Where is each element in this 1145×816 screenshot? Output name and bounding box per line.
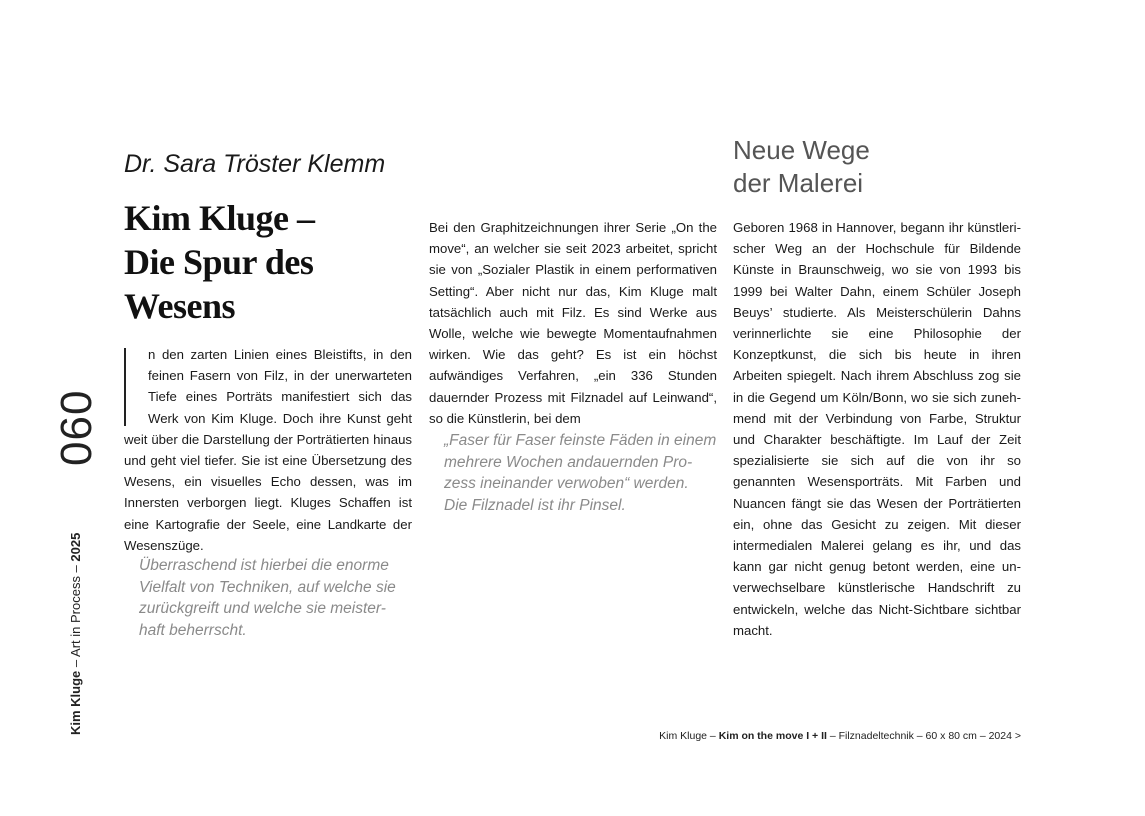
caption-work-title: Kim on the move I + II: [718, 730, 827, 742]
initial-bar: [124, 348, 136, 426]
image-caption: [659, 730, 1021, 742]
body-column-1-text: n den zarten Linien eines Bleistifts, in den feinen Fasern von Filz, in der unerwarteten Tiefe eines Porträts manifestiert sich das Werk von Kim Kluge. Doch ihre Kunst geht weit über die Darstellung der Porträtierten hinaus und geht viel tiefer. Sie ist eine Übersetzung des Wesens, ein visuelles Echo dessen, was im Innersten verborgen liegt. Kluges Schaffen ist eine Kartografie der Seele, eine Landkarte der Wesenszüge.: [124, 347, 412, 553]
running-title-year: 2025: [68, 532, 83, 562]
section-title-line: der Malerei: [733, 168, 864, 198]
pull-quote-line: haft beherrscht.: [139, 621, 247, 639]
article-author: Dr. Sara Tröster Klemm: [124, 150, 386, 178]
caption-details: – Filznadeltechnik – 60 x 80 cm – 2024 >: [826, 730, 1021, 742]
body-column-3: Geboren 1968 in Hannover, begann ihr künstlerischer Weg an der Hochschule für Bildende Künste in Braunschweig, wo sie von 1993 bis 1999 bei Walter Dahn, einem Schüler Joseph Beuys’ studierte. Als Meisterschülerin Dahns verinnerlichte sie eine Philosophie der Konzeptkunst, die sich bis heute in ihren Arbeiten spiegelt. Nach ihrem Abschluss zog sie in die Gegend um Köln/Bonn, wo sie sich zunehmend mit der Verbindung von Farbe, Struktur und Charakter beschäftigte. Im Lauf der Zeit spezialisierte sie sich auf die von ihr so genannten Wesensporträts. Mit Farben und Nuancen fängt sie das Wesen der Porträtierten ein, ohne das Gesicht zu zeigen. Mit dieser intermedialen Malerei gelang es ihr, und das kann gar nicht genug betont werden, eine unverwechselbare künstlerische Handschrift zu entwickeln, welche das Nicht-Sichtbare sichtbar macht.: [733, 220, 1021, 638]
headline-line: Kim Kluge –: [124, 198, 315, 238]
body-column-1: [124, 344, 412, 556]
pull-quote-line: „Faser für Faser feinste Fäden in einem: [444, 432, 717, 449]
pull-quote-line: zurückgreift und welche sie meister-: [139, 600, 386, 617]
caption-artist: Kim Kluge –: [659, 730, 719, 742]
pull-quote-2: [444, 430, 719, 516]
headline-line: Die Spur des: [124, 242, 314, 282]
running-title-artist: Kim Kluge: [68, 670, 83, 735]
pull-quote-line: Vielfalt von Techniken, auf welche sie: [139, 578, 396, 596]
section-title: [733, 134, 870, 200]
running-title: [68, 533, 83, 735]
body-column-2: Bei den Graphitzeichnungen ihrer Serie „On the move“, an welcher sie seit 2023 arbeitet, spricht sie von „Sozialer Plastik in einem performativen Setting“. Aber nicht nur das, Kim Kluge malt tatsächlich auch mit Filz. Es sind Werke aus Wolle, welche wie bewegte Momentaufnahmen wirken. Wie das geht? Es ist ein höchst aufwändiges Verfahren, „ein 336 Stunden dauernder Prozess mit Filznadel auf Leinwand“, so die Künstlerin, bei dem: [429, 220, 717, 426]
running-title-publication: – Art in Process –: [68, 561, 83, 671]
section-title-line: Neue Wege: [733, 135, 870, 165]
article-headline: [124, 196, 394, 328]
pull-quote-line: mehrere Wochen andauernden Pro-: [444, 453, 693, 471]
page-number: 060: [52, 389, 101, 466]
pull-quote-line: Überraschend ist hierbei die enorme: [139, 557, 389, 574]
headline-line: Wesens: [124, 286, 236, 326]
pull-quote-line: zess ineinander verwoben“ werden.: [444, 475, 689, 492]
pull-quote-1: [139, 555, 409, 641]
pull-quote-line: Die Filznadel ist ihr Pinsel.: [444, 496, 626, 514]
